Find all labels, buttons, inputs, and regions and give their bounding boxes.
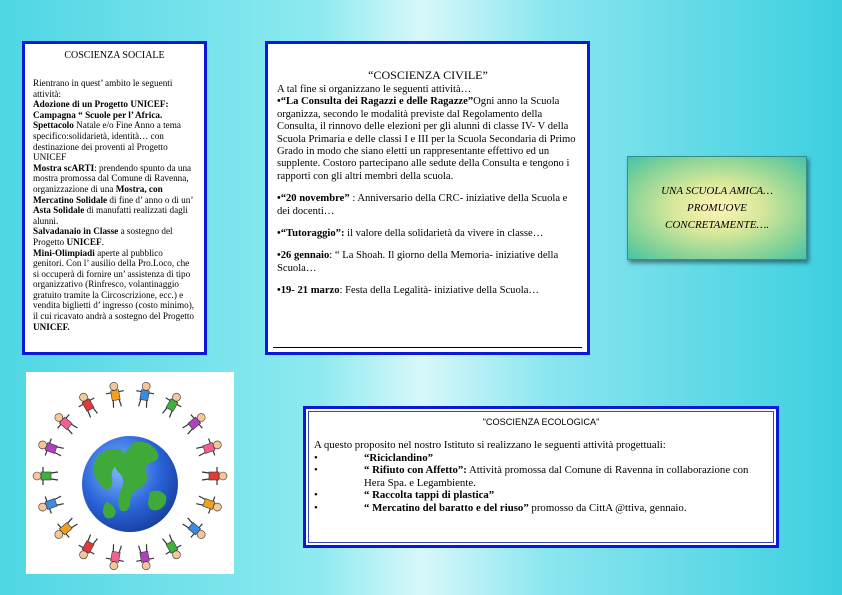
child-figure	[33, 467, 58, 485]
civile-26-gennaio: •26 gennaio: “ La Shoah. Il giorno della Memoria- iniziative della Scuola…	[277, 250, 559, 274]
coscienza-ecologica-box	[303, 406, 779, 548]
eco-item-riciclandino: • “Riciclandino”	[314, 451, 433, 464]
child-figure	[50, 408, 81, 438]
child-figure	[158, 389, 186, 420]
child-figure	[36, 435, 66, 460]
child-figure	[195, 435, 225, 460]
child-figure	[104, 381, 126, 409]
child-figure	[179, 408, 210, 438]
amica-line-2: PROMUOVE	[687, 201, 747, 214]
sociale-title: COSCIENZA SOCIALE	[33, 50, 196, 64]
civile-text	[277, 84, 579, 298]
globe-children-illustration	[26, 372, 234, 574]
child-figure	[104, 543, 126, 571]
sociale-text	[33, 78, 196, 332]
child-figure	[202, 467, 227, 485]
child-figure	[134, 543, 156, 571]
child-figure	[36, 491, 66, 516]
civile-tutoraggio: •“Tutoraggio”: il valore della solidarietà da vivere in classe…	[277, 228, 544, 240]
scuola-amica-panel	[627, 156, 807, 260]
child-figure	[74, 389, 102, 420]
eco-text	[314, 439, 768, 515]
civile-consulta: A tal fine si organizzano le seguenti attività… •“La Consulta dei Ragazzi e delle Ragazze”Ogni anno la Scuola organizza, secondo le modalità previste dal Regolamento della Consulta, il rinnovo delle elezioni per gli alunni di classe IV- V della Scuola Primaria e delle classi I e III per la Scuola Secondaria di Primo Grado in modo che siano eletti un rappresentante effettivo ed un supplente. Costoro partecipano alle sedute della Consulta e tengono i rapporti con gli altri membri della scuola.	[277, 84, 576, 182]
coscienza-sociale-box	[22, 41, 207, 355]
eco-intro: A questo proposito nel nostro Istituto si realizzano le seguenti attività progettuali:	[314, 439, 666, 451]
sociale-mostra: Mostra scARTI: prendendo spunto da una mostra promossa dal Comune di Ravenna, organizzazione di una Mostra, con Mercatino Solidale di fine d’ anno o di un’ Asta Solidale di manufatti realizzati dagli alunni.	[33, 162, 193, 226]
civile-marzo: •19- 21 marzo: Festa della Legalità- iniziative della Scuola…	[277, 285, 539, 297]
child-figure	[179, 514, 210, 544]
sociale-unicef: Adozione di un Progetto UNICEF: Campagna “ Scuole per l’ Africa. Spettacolo Natale e/o Fine Anno a tema specifico:solidarietà, identità… con destinazione dei proventi al Progetto UNICEF	[33, 99, 181, 163]
sociale-salvadanaio: Salvadanaio in Classe a sostegno del Progetto UNICEF.	[33, 226, 173, 247]
eco-item-mercatino: • “ Mercatino del baratto e del riuso” promosso da CittA @ttiva, gennaio.	[314, 501, 687, 514]
amica-line-1: UNA SCUOLA AMICA…	[661, 184, 773, 197]
civile-title: “COSCIENZA CIVILE”	[368, 68, 488, 82]
eco-title: "COSCIENZA ECOLOGICA"	[482, 417, 600, 427]
eco-item-rifiuto: • “ Rifiuto con Affetto”: Attività promossa dal Comune di Ravenna in collaborazione con Hera Spa. e Legambiente.	[314, 464, 749, 489]
eco-list	[314, 452, 768, 515]
child-figure	[158, 532, 186, 563]
child-figure	[195, 491, 225, 516]
coscienza-civile-box	[265, 41, 590, 355]
child-figure	[134, 381, 156, 409]
sociale-olimpiadi: Mini-Olimpiadi aperte al pubblico genitori. Con l’ ausilio della Pro.Loco, che si occuperà di fornire un’ assistenza di tipo organizzativo (Rinfresco, volantinaggio gratuito tramite la Circoscrizione, ecc.) e vendita biglietti d’ ingresso (costo minimo), il cui ricavato andrà a sostegno del Progetto UNICEF.	[33, 247, 195, 332]
eco-item-tappi: • “ Raccolta tappi di plastica”	[314, 489, 495, 502]
civile-20-novembre: •“20 novembre” : Anniversario della CRC- iniziative della Scuola e dei docenti…	[277, 193, 568, 217]
sociale-intro: Rientrano in quest’ ambito le seguenti attività:	[33, 78, 173, 99]
amica-line-3: CONCRETAMENTE….	[664, 218, 769, 231]
globe-icon	[26, 372, 234, 574]
scuola-amica-text	[661, 183, 773, 234]
child-figure	[74, 532, 102, 563]
child-figure	[50, 514, 81, 544]
